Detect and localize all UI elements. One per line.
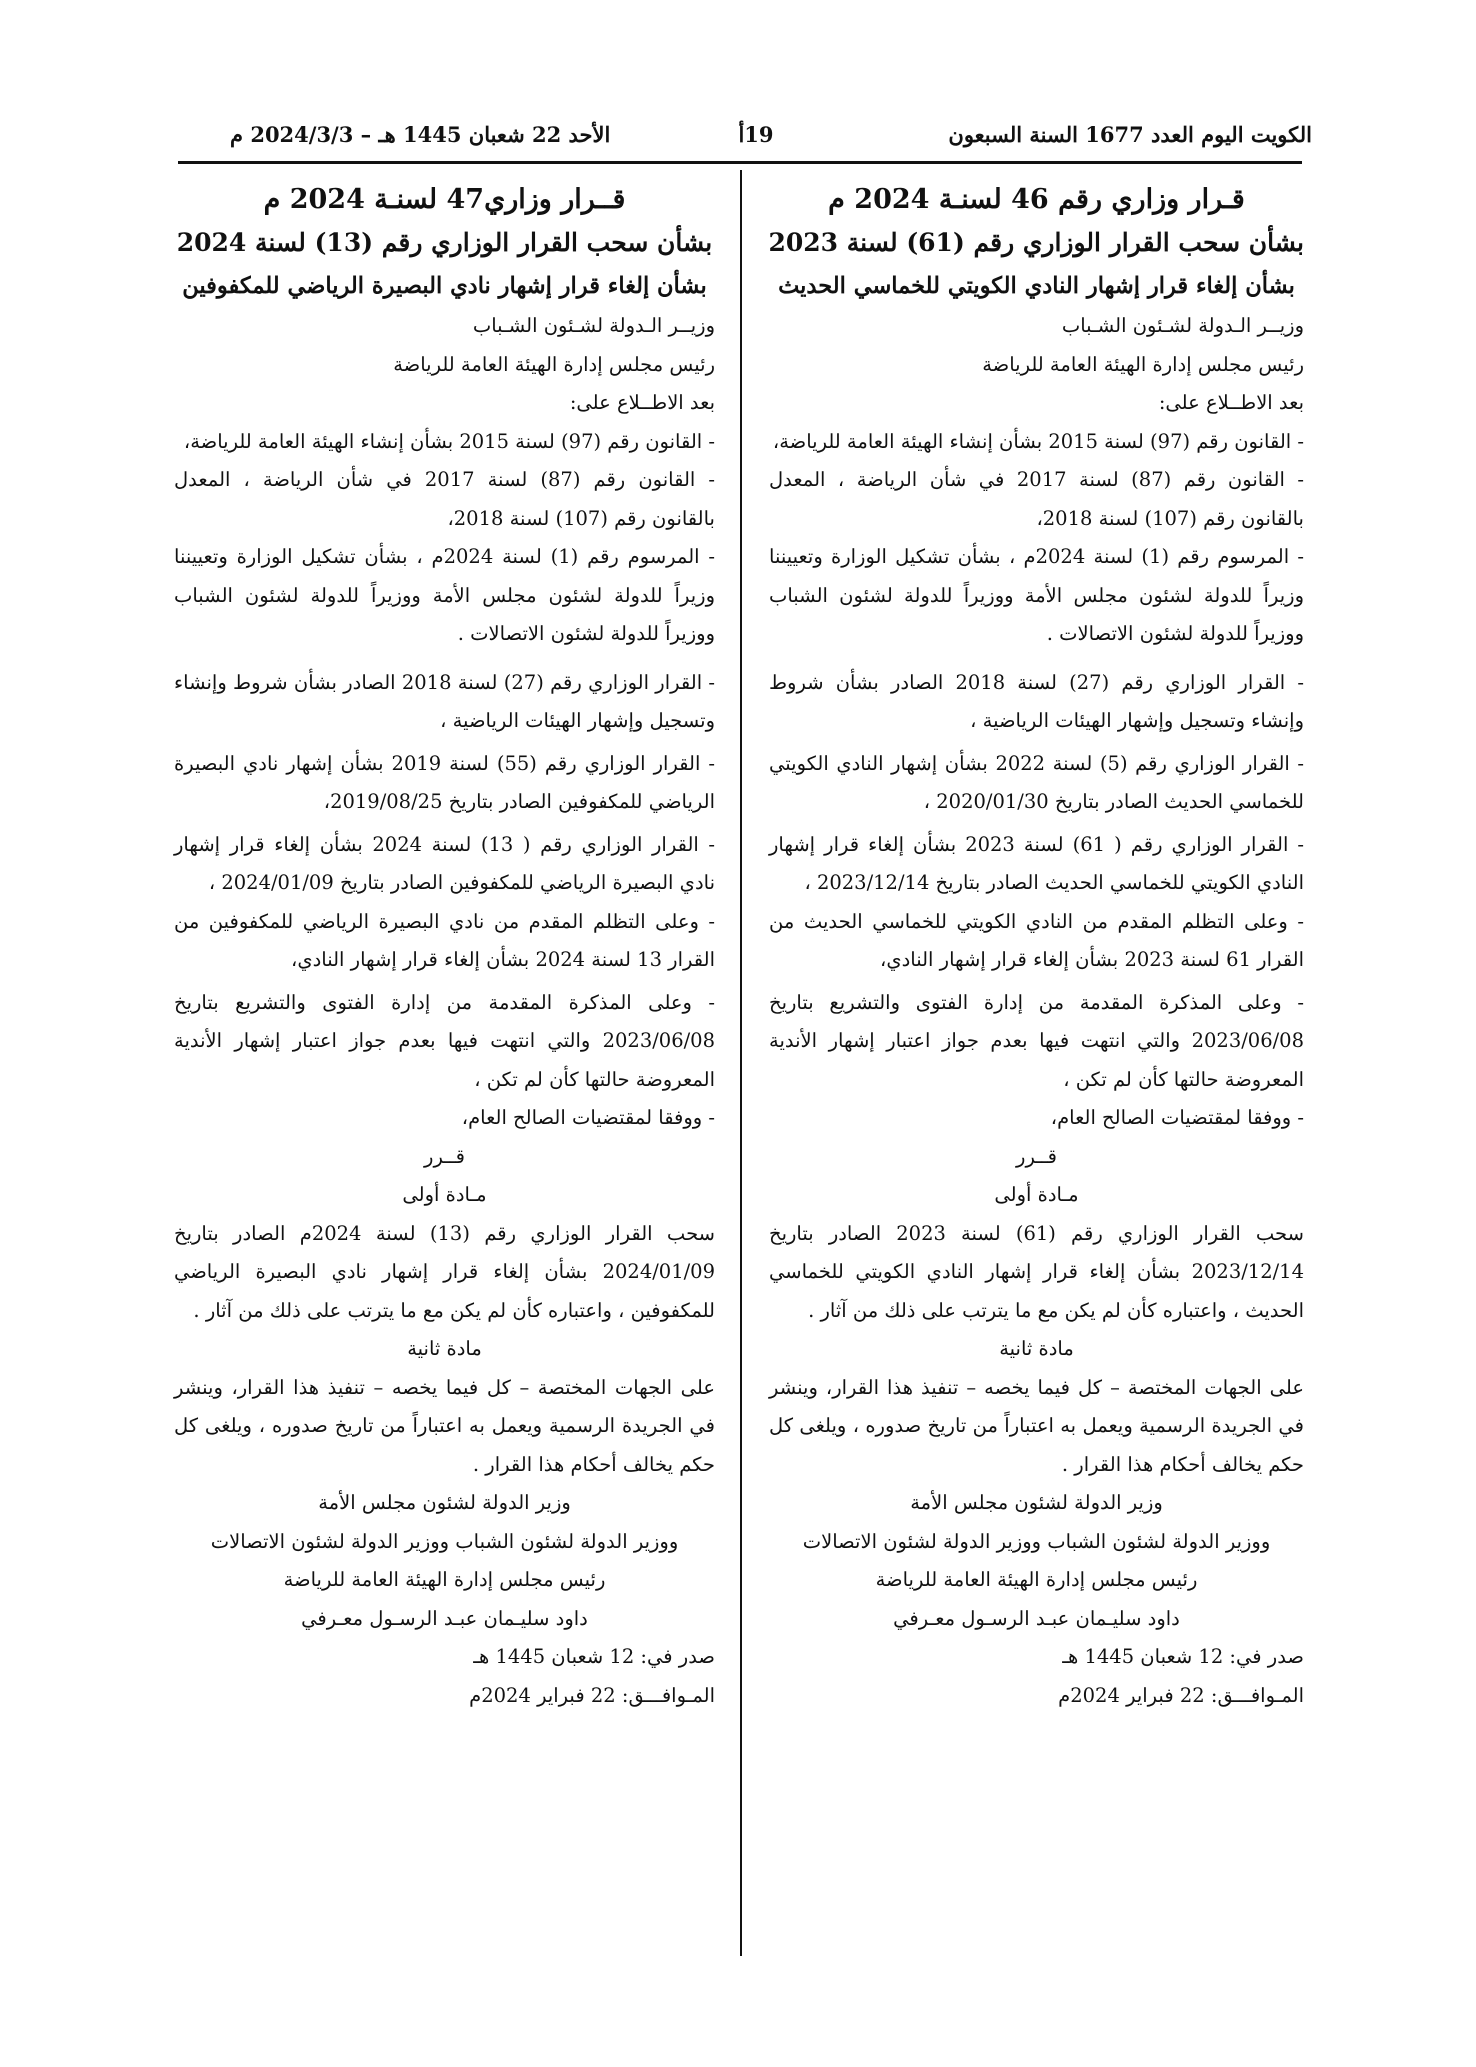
signatory-name: داود سليـمان عبـد الرسـول معـرفي	[301, 1606, 588, 1630]
issued-date-hijri: صدر في: 12 شعبان 1445 هـ	[1062, 1645, 1304, 1668]
decided-heading: قــرر	[1016, 1144, 1057, 1168]
issuer-position: رئيس مجلس إدارة الهيئة العامة للرياضة	[982, 352, 1304, 376]
signatory-line: رئيس مجلس إدارة الهيئة العامة للرياضة	[283, 1568, 606, 1591]
article-2-heading: مادة ثانية	[999, 1337, 1074, 1360]
column-divider	[740, 170, 742, 1956]
issued-date-gregorian: المـوافـــق: 22 فبراير 2024م	[1058, 1683, 1304, 1707]
issued-date-hijri: صدر في: 12 شعبان 1445 هـ	[473, 1645, 715, 1668]
page-number: 19أ	[738, 122, 774, 147]
signatory-name: داود سليـمان عبـد الرسـول معـرفي	[893, 1606, 1180, 1630]
decision-46-column	[769, 180, 1304, 1715]
header-rule	[178, 161, 1302, 164]
preamble-item: - القانون رقم (87) لسنة 2017 في شأن الرياضة ، المعدل بالقانون رقم (107) لسنة 2018،	[174, 468, 715, 530]
preamble-intro: بعد الاطــلاع على:	[1158, 391, 1304, 414]
signatory-line: وزير الدولة لشئون مجلس الأمة	[910, 1491, 1163, 1514]
preamble-item: - المرسوم رقم (1) لسنة 2024م ، بشأن تشكيل الوزارة وتعييننا وزيراً للدولة لشئون مجلس الأمة ووزيراً للدولة لشئون الشباب ووزيراً للدولة لشئون الاتصالات .	[769, 545, 1304, 645]
decision-47-column	[174, 180, 715, 1715]
decision-subject: بشأن إلغاء قرار إشهار نادي البصيرة الرياضي للمكفوفين	[182, 273, 707, 299]
decision-title: قـرار وزاري رقم 46 لسنـة 2024 م	[828, 184, 1245, 215]
preamble-item: - القرار الوزاري رقم (27) لسنة 2018 الصادر بشأن شروط وإنشاء وتسجيل وإشهار الهيئات الرياضية ،	[769, 670, 1304, 732]
preamble-item: - القرار الوزاري رقم (5) لسنة 2022 بشأن إشهار النادي الكويتي للخماسي الحديث الصادر بتاريخ 2020/01/30 ،	[769, 751, 1304, 813]
issuer-title: وزيــر الـدولة لشـئون الشـباب	[1061, 314, 1304, 337]
preamble-item: - القرار الوزاري رقم (55) لسنة 2019 بشأن إشهار نادي البصيرة الرياضي للمكفوفين الصادر بتاريخ 2019/08/25،	[174, 751, 715, 813]
article-1-heading: مـادة أولى	[402, 1183, 487, 1206]
preamble-item: - المرسوم رقم (1) لسنة 2024م ، بشأن تشكيل الوزارة وتعييننا وزيراً للدولة لشئون مجلس الأمة ووزيراً للدولة لشئون الشباب ووزيراً للدولة لشئون الاتصالات .	[174, 545, 716, 645]
decided-heading: قــرر	[424, 1144, 465, 1168]
issue-date: الأحد 22 شعبان 1445 هـ – 2024/3/3 م	[230, 122, 611, 147]
preamble-item: - القانون رقم (87) لسنة 2017 في شأن الرياضة ، المعدل بالقانون رقم (107) لسنة 2018،	[769, 468, 1305, 530]
decision-title: قــرار وزاري47 لسنـة 2024 م	[263, 184, 626, 215]
preamble-item: - القرار الوزاري رقم (27) لسنة 2018 الصادر بشأن شروط وإنشاء وتسجيل وإشهار الهيئات الرياضية ،	[174, 670, 715, 732]
preamble-item: - وعلى المذكرة المقدمة من إدارة الفتوى والتشريع بتاريخ 2023/06/08 والتي انتهت فيها بعدم جواز اعتبار إشهار الأندية المعروضة حالتها كأن لم تكن ،	[174, 990, 715, 1091]
article-1-text: سحب القرار الوزاري رقم (61) لسنة 2023 الصادر بتاريخ 2023/12/14 بشأن إلغاء قرار إشهار النادي الكويتي للخماسي الحديث ، واعتباره كأن لم يكن مع ما يترتب على ذلك من آثار .	[769, 1221, 1304, 1322]
article-2-text: على الجهات المختصة – كل فيما يخصه – تنفيذ هذا القرار، وينشر في الجريدة الرسمية ويعمل به اعتباراً من تاريخ صدوره ، ويلغى كل حكم يخالف أحكام هذا القرار .	[174, 1375, 715, 1476]
issuer-position: رئيس مجلس إدارة الهيئة العامة للرياضة	[393, 352, 715, 376]
preamble-item: - القرار الوزاري رقم ( 61) لسنة 2023 بشأن إلغاء قرار إشهار النادي الكويتي للخماسي الحديث الصادر بتاريخ 2023/12/14 ،	[769, 832, 1305, 894]
preamble-item: - وعلى التظلم المقدم من نادي البصيرة الرياضي للمكفوفين من القرار 13 لسنة 2024 بشأن إلغاء قرار إشهار النادي،	[174, 909, 715, 971]
preamble-item: - وعلى المذكرة المقدمة من إدارة الفتوى والتشريع بتاريخ 2023/06/08 والتي انتهت فيها بعدم جواز اعتبار إشهار الأندية المعروضة حالتها كأن لم تكن ،	[769, 990, 1304, 1091]
gazette-issue-info: الكويت اليوم العدد 1677 السنة السبعون	[948, 122, 1312, 147]
decision-subtitle: بشأن سحب القرار الوزاري رقم (13) لسنة 2024	[176, 228, 713, 257]
preamble-item: - القانون رقم (97) لسنة 2015 بشأن إنشاء الهيئة العامة للرياضة،	[772, 429, 1304, 453]
issued-date-gregorian: المـوافـــق: 22 فبراير 2024م	[469, 1683, 715, 1707]
article-1-heading: مـادة أولى	[994, 1183, 1079, 1206]
issuer-title: وزيــر الـدولة لشـئون الشـباب	[472, 314, 715, 337]
preamble-item: - القانون رقم (97) لسنة 2015 بشأن إنشاء الهيئة العامة للرياضة،	[183, 429, 715, 453]
article-1-text: سحب القرار الوزاري رقم (13) لسنة 2024م الصادر بتاريخ 2024/01/09 بشأن إلغاء قرار إشهار نادي البصيرة الرياضي للمكفوفين ، واعتباره كأن لم يكن مع ما يترتب على ذلك من آثار .	[174, 1221, 716, 1322]
preamble-intro: بعد الاطــلاع على:	[569, 391, 715, 414]
article-2-text: على الجهات المختصة – كل فيما يخصه – تنفيذ هذا القرار، وينشر في الجريدة الرسمية ويعمل به اعتباراً من تاريخ صدوره ، ويلغى كل حكم يخالف أحكام هذا القرار .	[769, 1375, 1304, 1476]
preamble-item: - القرار الوزاري رقم ( 13) لسنة 2024 بشأن إلغاء قرار إشهار نادي البصيرة الرياضي للمكفوفين الصادر بتاريخ 2024/01/09 ،	[174, 832, 715, 894]
preamble-item: - ووفقا لمقتضيات الصالح العام،	[1050, 1106, 1304, 1129]
signatory-line: ووزير الدولة لشئون الشباب ووزير الدولة لشئون الاتصالات	[210, 1529, 679, 1553]
signatory-line: ووزير الدولة لشئون الشباب ووزير الدولة لشئون الاتصالات	[802, 1529, 1271, 1553]
preamble-item: - وعلى التظلم المقدم من النادي الكويتي للخماسي الحديث من القرار 61 لسنة 2023 بشأن إلغاء قرار إشهار النادي،	[769, 909, 1304, 971]
signatory-line: وزير الدولة لشئون مجلس الأمة	[318, 1491, 571, 1514]
preamble-item: - ووفقا لمقتضيات الصالح العام،	[461, 1106, 715, 1129]
decision-subject: بشأن إلغاء قرار إشهار النادي الكويتي للخماسي الحديث	[778, 273, 1295, 299]
signatory-line: رئيس مجلس إدارة الهيئة العامة للرياضة	[875, 1568, 1198, 1591]
article-2-heading: مادة ثانية	[407, 1337, 482, 1360]
decision-subtitle: بشأن سحب القرار الوزاري رقم (61) لسنة 2023	[768, 228, 1304, 257]
